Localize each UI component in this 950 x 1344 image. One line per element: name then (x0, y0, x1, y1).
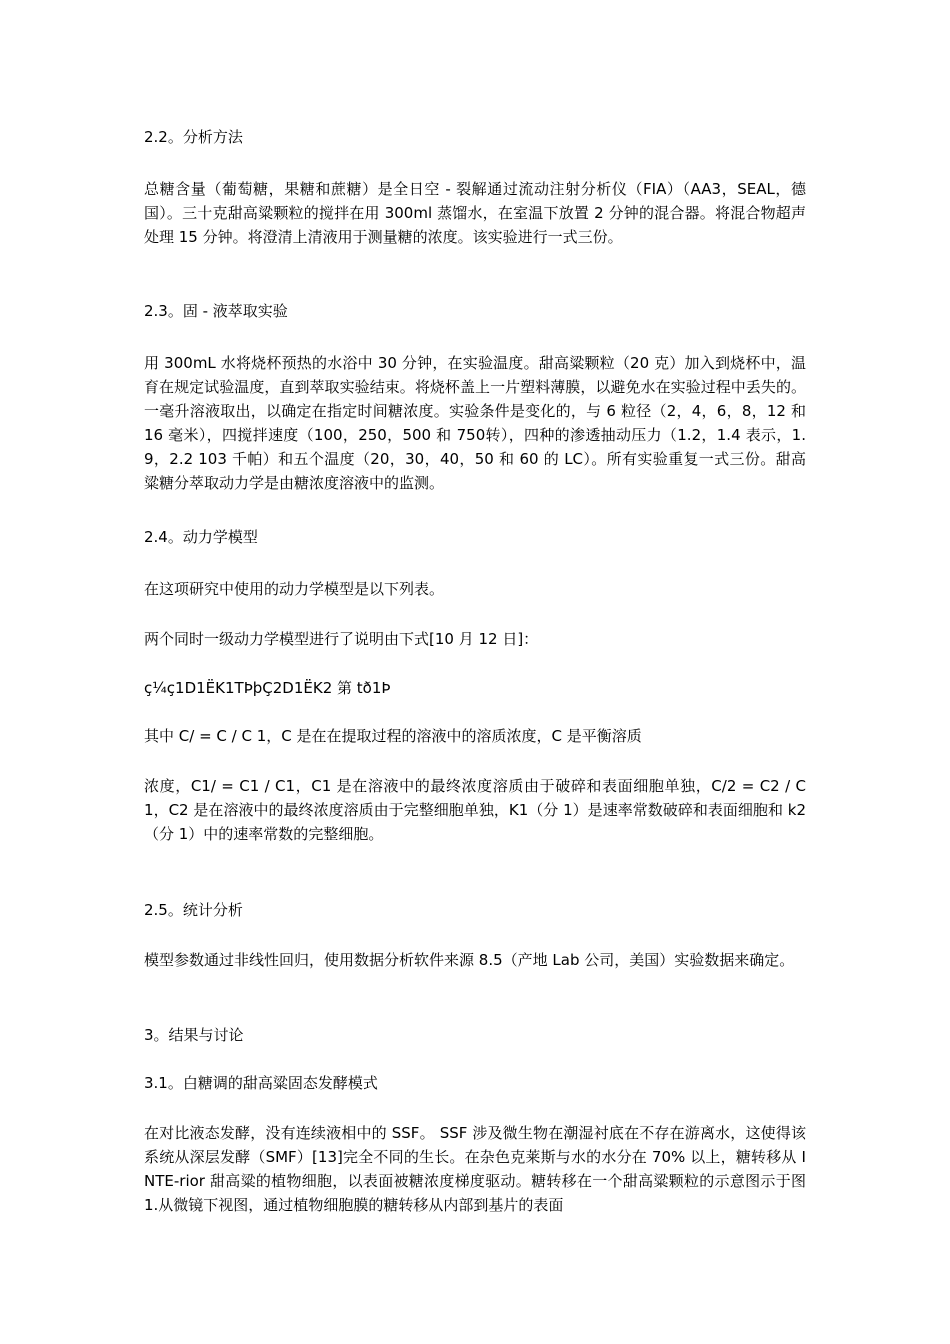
section-2-3-body: 用 300mL 水将烧杯预热的水浴中 30 分钟，在实验温度。甜高粱颗粒（20 克）加入到烧杯中，温育在规定试验温度，直到萃取实验结束。将烧杯盖上一片塑料薄膜，以避免水在实验过程中丢失的。一毫升溶液取出，以确定在指定时间糖浓度。实验条件是变化的，与 6 粒径（2，4，6，8，12 和 16 毫米），四搅拌速度（100，250，500 和 750转），四种的渗透抽动压力（1.2，1.4 表示，1.9，2.2 103 千帕）和五个温度（20，30，40，50 和 60 的 LC）。所有实验重复一式三份。甜高粱糖分萃取动力学是由糖浓度溶液中的监测。 (144, 354, 806, 492)
section-2-2-body: 总糖含量（葡萄糖，果糖和蔗糖）是全日空 - 裂解通过流动注射分析仪（FIA）（AA3，SEAL，德国）。三十克甜高粱颗粒的搅拌在用 300ml 蒸馏水，在室温下放置 2 分钟的混合器。将混合物超声处理 15 分钟。将澄清上清液用于测量糖的浓度。该实验进行一式三份。 (144, 180, 806, 246)
section-2-3-heading: 2.3。固 - 液萃取实验 (144, 302, 288, 320)
section-3-1-heading: 3.1。白糖调的甜高粱固态发酵模式 (144, 1074, 378, 1092)
section-2-4-paragraph-2: 两个同时一级动力学模型进行了说明由下式[10 月 12 日]： (144, 630, 539, 648)
section-2-4-paragraph-4: 浓度，C1/ = C1 / C1，C1 是在溶液中的最终浓度溶质由于破碎和表面细胞单独，C/2 = C2 / C1，C2 是在溶液中的最终浓度溶质由于完整细胞单独，K1（分 1）是速率常数破碎和表面细胞和 k2（分 1）中的速率常数的完整细胞。 (144, 777, 806, 843)
section-2-5-heading: 2.5。统计分析 (144, 901, 243, 919)
section-2-2-heading: 2.2。分析方法 (144, 128, 243, 146)
section-2-4-paragraph-1: 在这项研究中使用的动力学模型是以下列表。 (144, 580, 445, 598)
kinetic-model-formula: ç¼ç1D1ËK1TÞþÇ2D1ËK2 第 tð1Þ (144, 679, 391, 697)
section-2-4-heading: 2.4。动力学模型 (144, 528, 258, 546)
section-3-1-body: 在对比液态发酵，没有连续液相中的 SSF。 SSF 涉及微生物在潮湿衬底在不存在游离水，这使得该系统从深层发酵（SMF）[13]完全不同的生长。在杂色克莱斯与水的水分在 70% 以上，糖转移从 INTE-rior 甜高粱的植物细胞，以表面被糖浓度梯度驱动。糖转移在一个甜高粱颗粒的示意图示于图 1.从微镜下视图，通过植物细胞膜的糖转移从内部到基片的表面 (144, 1124, 806, 1214)
section-3-heading: 3。结果与讨论 (144, 1026, 244, 1044)
section-2-4-paragraph-3: 其中 C/ = C / C 1，C 是在在提取过程的溶液中的溶质浓度，C 是平衡溶质 (144, 727, 642, 745)
section-2-5-body: 模型参数通过非线性回归，使用数据分析软件来源 8.5（产地 Lab 公司，美国）实验数据来确定。 (144, 951, 795, 969)
